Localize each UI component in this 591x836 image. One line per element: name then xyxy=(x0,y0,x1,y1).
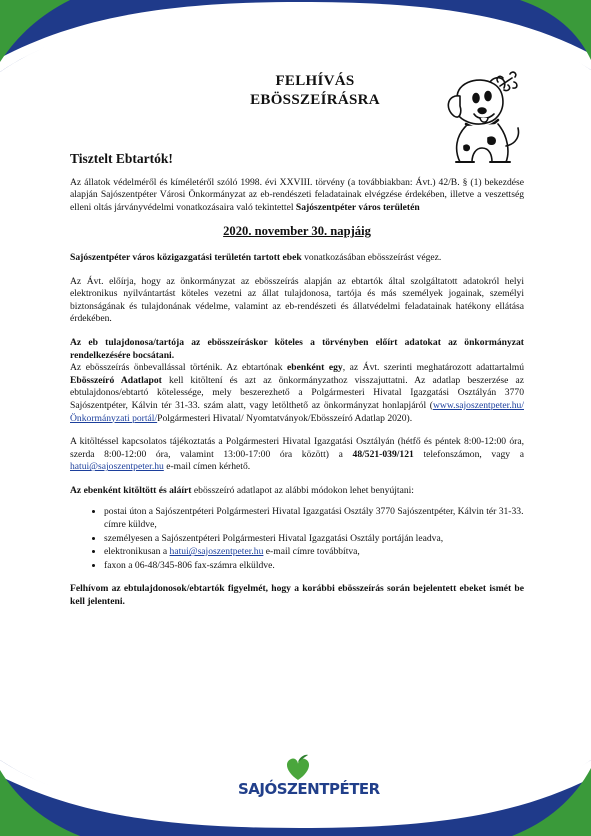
obligation-per-dog: ebenként egy xyxy=(287,362,343,374)
contact-phone: 48/521-039/121 xyxy=(352,448,414,460)
contact-text-b: telefonszámon, vagy a xyxy=(423,448,524,460)
paragraph-scope xyxy=(70,252,524,265)
obligation-text-f: Polgármesteri Hivatal/ Nyomtatványok/Ebösszeíró Adatlap 2020). xyxy=(157,412,413,424)
letter-body xyxy=(70,153,524,620)
list-email-link[interactable]: hatui@sajoszentpeter.hu xyxy=(169,546,264,558)
paragraph-contact xyxy=(70,436,524,474)
title-line-2: EBÖSSZEÍRÁSRA xyxy=(250,92,380,108)
submission-methods-list xyxy=(70,506,524,572)
contact-text-a: A kitöltéssel kapcsolatos tájékoztatás a Polgármesteri Hivatal Igazgatási Osztályán (hétfő és péntek 8:00-12:00 óra, szerda 8:00-12:00 óra, valamint 13:00-17:00 óra között) a xyxy=(70,436,524,460)
list-item: • személyesen a Sajószentpéteri Polgármesteri Hivatal Igazgatási Osztály portáján leadva, xyxy=(104,533,524,546)
scope-bold: Sajószentpéter város közigazgatási területén tartott ebek xyxy=(70,251,302,263)
obligation-bold: Az eb tulajdonosa/tartója az ebösszeíráskor köteles a törvényben előírt adatokat az önkormányzat rendelkezésére bocsátani. xyxy=(70,336,524,361)
deadline-heading: 2020. november 30. napjáig xyxy=(223,224,371,239)
scope-text: vonatkozásában ebösszeírást végez. xyxy=(304,251,442,263)
list-item-text-a: elektronikusan a xyxy=(104,546,168,558)
closing-paragraph: Felhívom az ebtulajdonosok/ebtartók figyelmét, hogy a korábbi ebösszeírás során bejelentett ebeket ismét be kell jelenteni. xyxy=(70,583,524,608)
submission-bold: Az ebenként kitöltött és aláírt xyxy=(70,484,192,496)
paragraph-submission xyxy=(70,485,524,498)
heart-leaf-icon xyxy=(238,752,358,782)
greeting: Tisztelt Ebtartók! xyxy=(70,151,173,166)
logo-text: SAJÓSZENTPÉTER xyxy=(238,780,380,798)
intro-paragraph xyxy=(70,177,524,215)
list-item-text-b: e-mail címre továbbítva, xyxy=(265,546,360,558)
title-line-1: FELHÍVÁS xyxy=(275,73,355,89)
intro-text: Az állatok védelméről és kíméletéről szóló 1998. évi XXVIII. törvény (a továbbiakban: Ávt.) 42/B. § (1) bekezdése alapján Sajószentpéter Városi Önkormányzat az eb-rendészeti feladatainak elvégzése érdekében, illetve a veszettség elleni oltás járványvédelmi vonatkozásaira való tekintettel xyxy=(70,176,524,213)
contact-email-link[interactable]: hatui@sajoszentpeter.hu xyxy=(70,461,164,473)
website-link[interactable]: www.sajoszentpeter.hu/Önkormányzati portál/ xyxy=(70,399,524,424)
paragraph-legal-basis: Az Ávt. előírja, hogy az önkormányzat az ebösszeírás alapján az ebtartók által szolgáltatott adatokról helyi elektronikus nyilvántartást köteles vezetni az állat tulajdonosa, tartója és más személyek jogainak, személyi biztonságának és tulajdonának védelme, valamint az eb-rendészeti és állatvédelmi feladatainak hatékony ellátása érdekében. xyxy=(70,275,524,325)
submission-text: ebösszeíró adatlapot az alábbi módokon lehet benyújtani: xyxy=(193,484,414,496)
obligation-text-e: kell kitöltení és azt az önkormányzathoz visszajuttatni. Az adatlap beszerzése az ebtulajdonos/ebtartó kötelessége, mely beszerezhető a Polgármesteri Hivatal Igazgatási Osztályán 3770 Sajószentpéter, Kálvin tér 31-33. szám alatt, vagy letölthető az önkormányzat honlapjáról ( xyxy=(70,374,525,411)
intro-bold: Sajószentpéter város területén xyxy=(295,201,420,213)
list-item xyxy=(104,546,524,559)
town-logo xyxy=(238,752,380,822)
paragraph-obligation xyxy=(70,337,524,425)
list-item: • faxon a 06-48/345-806 fax-számra elküldve. xyxy=(104,560,524,573)
obligation-form-name: Ebösszeíró Adatlapot xyxy=(70,374,162,386)
list-item: • postai úton a Sajószentpéteri Polgármesteri Hivatal Igazgatási Osztály 3770 Sajószentpéter, Kálvin tér 31-33. címre küldve, xyxy=(104,506,524,531)
page-title xyxy=(200,72,430,110)
obligation-text-c: , az Ávt. szerinti meghatározott adattartalmú xyxy=(342,362,525,374)
contact-text-c: e-mail címen kérhető. xyxy=(166,461,251,473)
obligation-text-a: Az ebösszeírás önbevallással történik. Az ebtartónak xyxy=(70,362,283,374)
